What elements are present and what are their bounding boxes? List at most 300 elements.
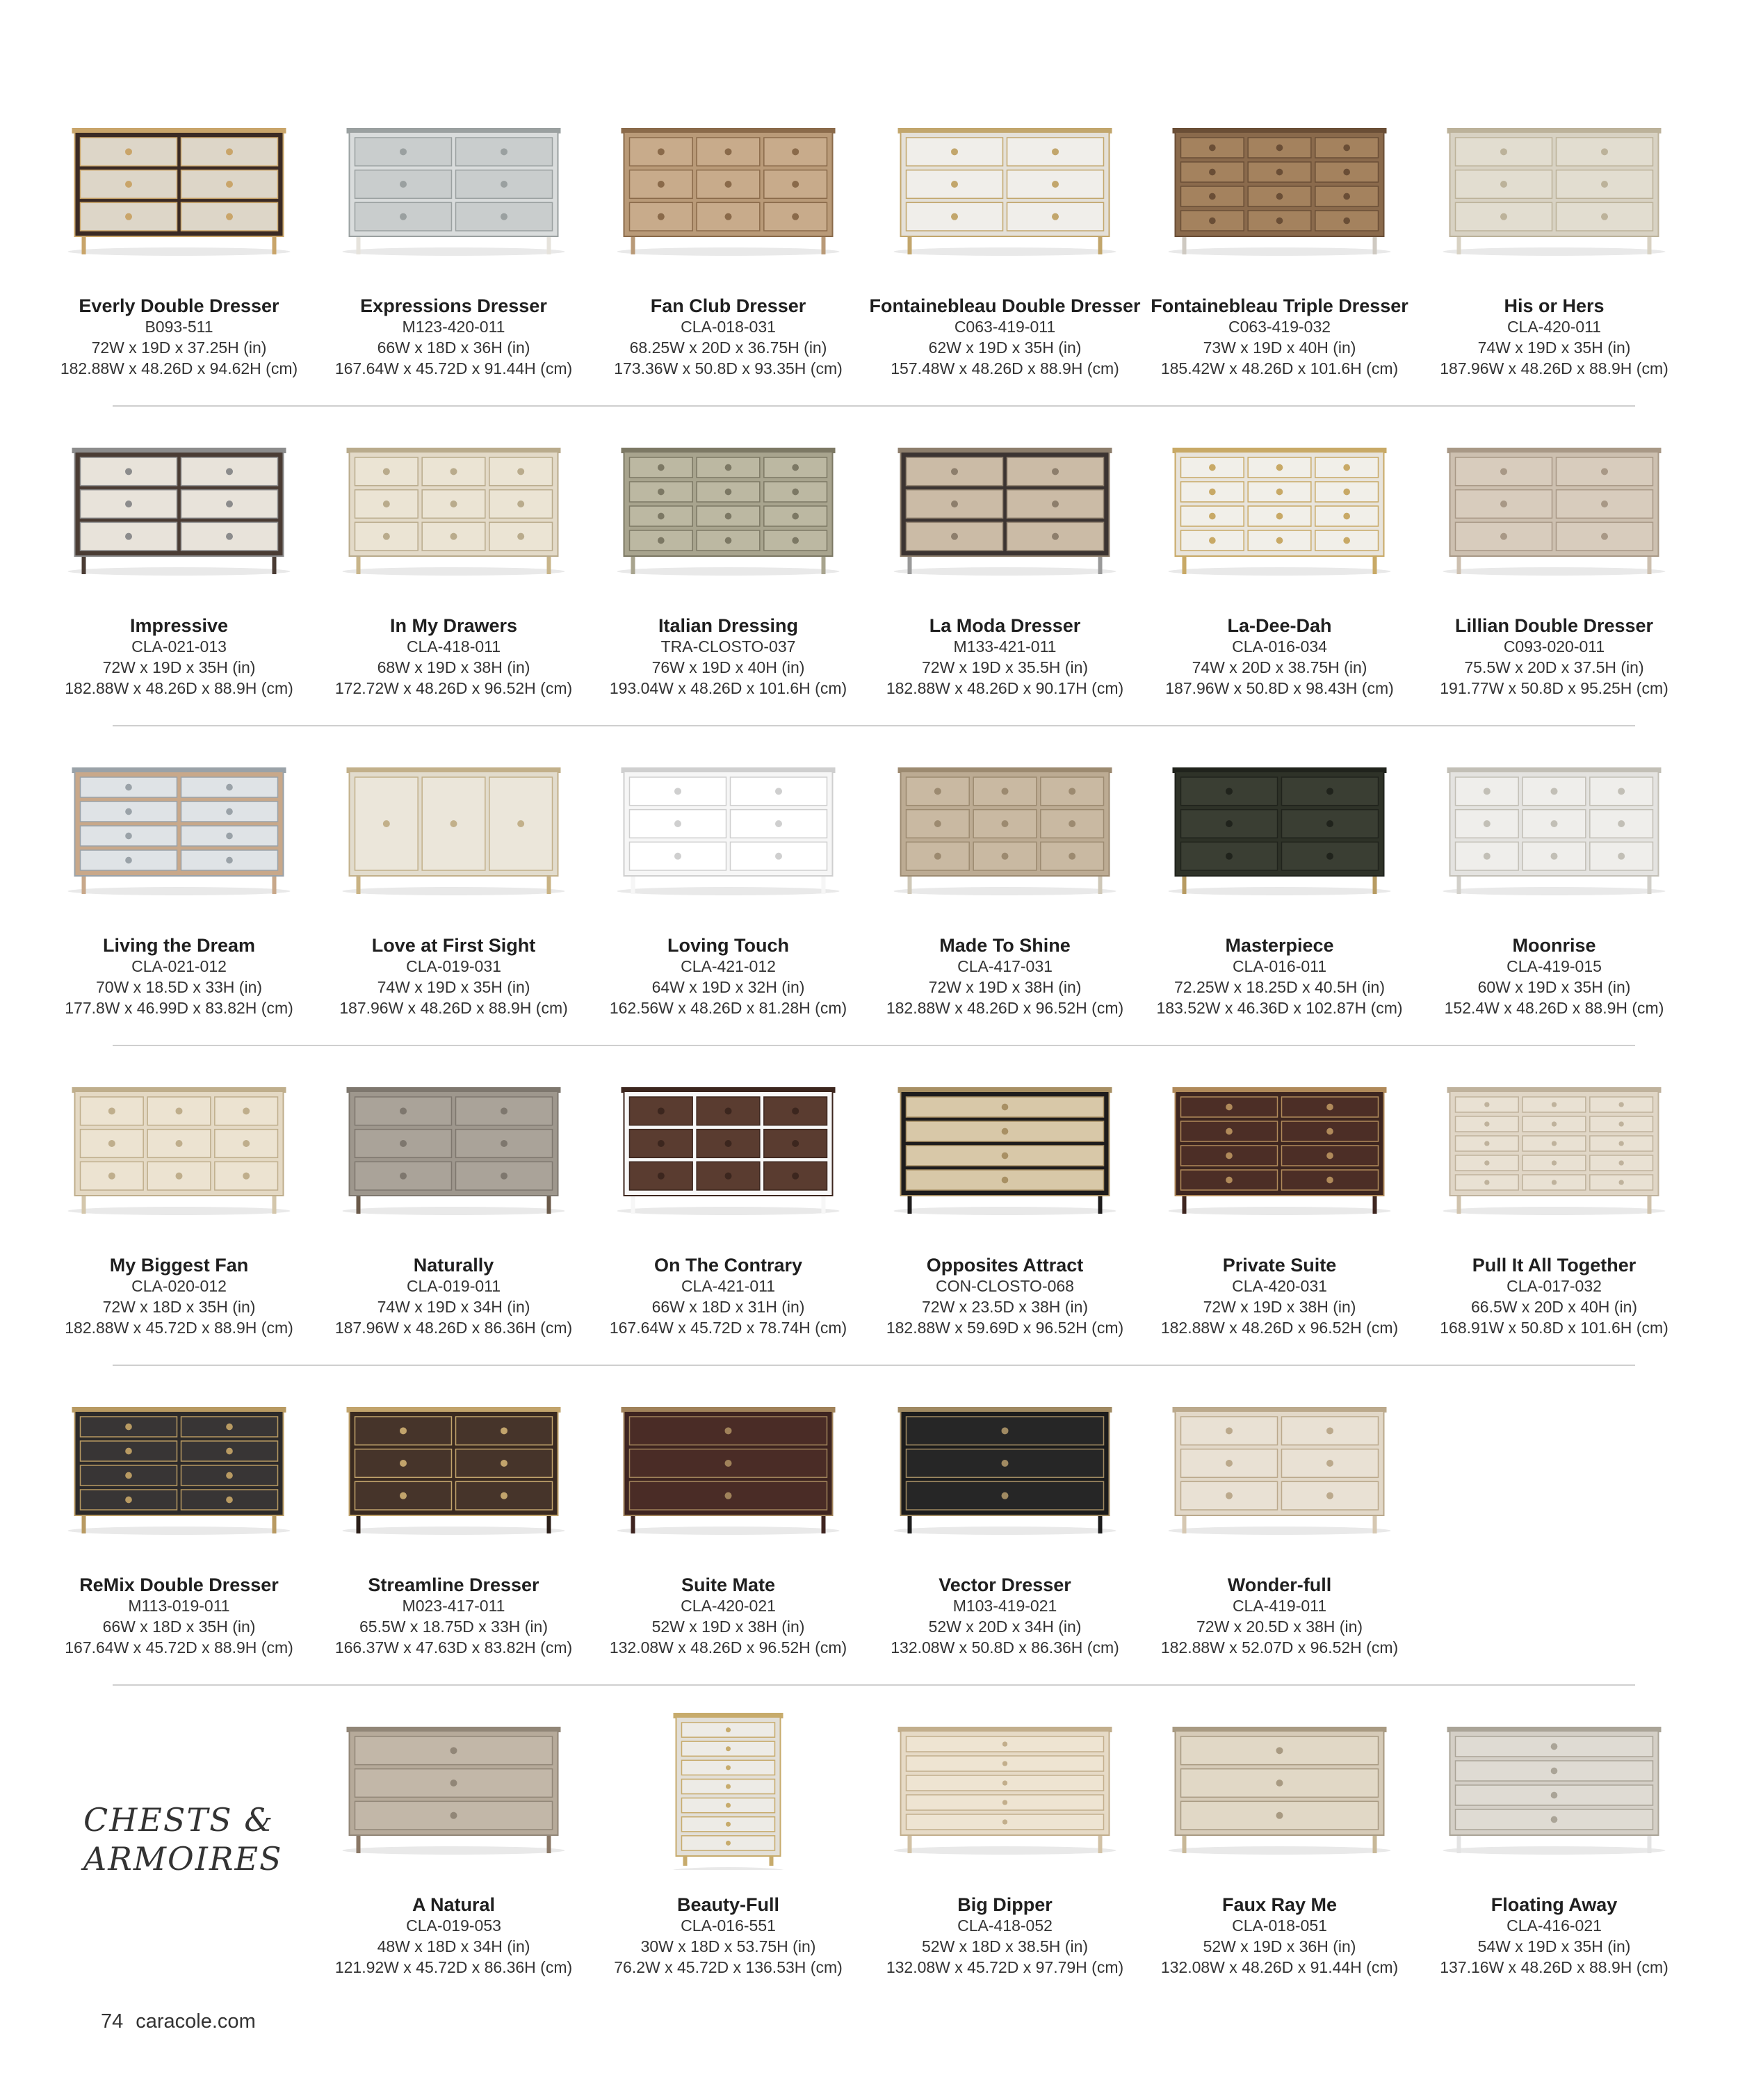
furniture-3-0-pull-2-0 [243,1107,250,1114]
product-dimensions-in: 30W x 18D x 53.75H (in) [640,1937,816,1955]
furniture-0-0-pull-0-0 [125,148,132,155]
product-dimensions-in: 72W x 20.5D x 38H (in) [1196,1618,1363,1636]
product-image[interactable] [591,1710,866,1870]
furniture-0-2-pull-0-2 [658,213,665,220]
furniture-3-4-leg-1 [1373,1196,1377,1214]
product-caption [1417,1255,1691,1338]
furniture-5-1-pull-0-2 [450,1812,457,1819]
furniture-5-5-pull-0-0 [1551,1743,1558,1750]
furniture-3-5-pull-2-0 [1619,1102,1624,1107]
product-caption [1417,1894,1691,1978]
product-name[interactable]: Everly Double Dresser [79,295,279,316]
product-image[interactable] [316,431,591,591]
furniture-0-1-shadow [343,247,565,256]
product-name[interactable]: Opposites Attract [926,1255,1084,1276]
product-sku: TRA-CLOSTO-037 [660,637,796,656]
furniture-3-5-pull-0-1 [1484,1121,1489,1126]
product-sku: CLA-420-011 [1506,318,1602,336]
furniture-5-1-leg-1 [547,1835,551,1853]
furniture-2-4-shadow [1169,887,1391,895]
furniture-1-5-leg-0 [1457,556,1461,574]
furniture-1-0-pull-1-1 [226,500,233,507]
furniture-2-4-pull-0-1 [1226,820,1233,827]
product-name[interactable]: Made To Shine [939,935,1071,956]
furniture-3-5-pull-2-4 [1619,1180,1624,1185]
product-name[interactable]: Private Suite [1222,1255,1337,1276]
furniture-4-0-pull-1-2 [226,1472,233,1479]
furniture-0-3-pull-0-2 [951,213,958,220]
furniture-1-3-pull-0-2 [951,533,958,540]
furniture-5-5-shadow [1443,1846,1666,1855]
section-title-line-2: ARMOIRES [83,1840,283,1878]
product-name[interactable]: His or Hers [1504,295,1605,316]
furniture-5-2-pull-0-1 [726,1746,731,1751]
row-separator [113,725,1635,726]
product-name[interactable]: Impressive [129,615,229,636]
product-caption [316,615,591,699]
product-dimensions-cm: 182.88W x 59.69D x 96.52H (cm) [886,1319,1124,1337]
furniture-0-4-leg-0 [1183,236,1187,254]
furniture-5-2-pull-0-2 [726,1765,731,1770]
product-sku: CLA-018-051 [1232,1916,1327,1935]
furniture-1-3-pull-1-1 [1052,500,1059,507]
furniture-3-5-pull-0-3 [1484,1160,1489,1165]
product-dimensions-cm: 187.96W x 48.26D x 88.9H (cm) [1440,359,1668,377]
furniture-1-4-pull-0-3 [1209,537,1216,544]
row-separator [113,1684,1635,1686]
furniture-2-3-pull-2-2 [1069,853,1075,860]
product-name[interactable]: Floating Away [1491,1894,1618,1915]
furniture-3-5-pull-1-0 [1552,1102,1557,1107]
product-image[interactable] [1142,751,1417,911]
furniture-0-0-leg-1 [273,236,277,254]
product-image[interactable] [868,1390,1142,1550]
product-image[interactable] [868,751,1142,911]
furniture-illustration [868,1071,1142,1230]
furniture-0-0-pull-1-1 [226,181,233,188]
product-name[interactable]: Suite Mate [681,1574,776,1595]
furniture-1-3-leg-0 [908,556,912,574]
furniture-2-5-leg-0 [1457,876,1461,894]
furniture-4-4-pull-0-2 [1226,1492,1233,1499]
furniture-0-2-pull-2-2 [792,213,799,220]
furniture-3-2-pull-2-2 [792,1173,799,1180]
product-name[interactable]: Fontainebleau Double Dresser [869,295,1141,316]
furniture-1-2-pull-1-3 [725,537,732,544]
product-image[interactable] [591,1071,866,1230]
product-caption [1142,935,1417,1018]
furniture-1-4-pull-2-0 [1343,464,1350,471]
furniture-3-5-shadow [1443,1207,1666,1215]
furniture-1-0-shadow [68,567,291,576]
furniture-3-4-pull-0-1 [1226,1128,1233,1135]
furniture-1-2-pull-2-3 [792,537,799,544]
furniture-2-2-pull-0-0 [674,788,681,795]
product-image[interactable] [1142,1710,1417,1870]
furniture-2-2-shadow [617,887,840,895]
product-image[interactable] [42,1390,316,1550]
product-name[interactable]: Big Dipper [957,1894,1053,1915]
furniture-1-2-pull-1-0 [725,464,732,471]
product-dimensions-in: 62W x 19D x 35H (in) [928,339,1082,357]
furniture-3-0-pull-1-0 [176,1107,183,1114]
furniture-4-4-pull-0-0 [1226,1427,1233,1434]
furniture-0-4-pull-1-1 [1276,169,1283,176]
product-sku: CLA-420-031 [1232,1277,1327,1295]
furniture-3-1-pull-0-0 [400,1107,407,1114]
page-number: 74 [101,2010,124,2033]
product-name[interactable]: Faux Ray Me [1221,1894,1338,1915]
furniture-3-2-pull-2-1 [792,1140,799,1147]
furniture-2-0-pull-0-1 [125,808,132,815]
product-caption [1142,1255,1417,1338]
furniture-5-3-pull-0-3 [1002,1800,1007,1805]
furniture-5-3-pull-0-2 [1002,1780,1007,1785]
product-sku: C063-419-032 [1228,318,1331,336]
product-sku: CLA-421-011 [681,1277,776,1295]
furniture-1-1-pull-1-2 [450,533,457,540]
furniture-2-5-pull-2-2 [1618,853,1625,860]
furniture-3-0-pull-2-2 [243,1173,250,1180]
furniture-3-4-pull-0-0 [1226,1104,1233,1111]
furniture-illustration [1417,111,1691,271]
furniture-2-4-leg-0 [1183,876,1187,894]
product-dimensions-cm: 132.08W x 48.26D x 96.52H (cm) [609,1638,847,1657]
furniture-3-5-pull-1-2 [1552,1141,1557,1146]
furniture-3-3-pull-0-2 [1002,1153,1009,1159]
product-name[interactable]: Loving Touch [667,935,789,956]
furniture-0-2-leg-1 [822,236,826,254]
product-image[interactable] [591,751,866,911]
furniture-2-0-shadow [68,887,291,895]
furniture-2-5-pull-0-2 [1484,853,1491,860]
product-image[interactable] [316,1710,591,1870]
furniture-5-2-pull-0-4 [726,1803,731,1808]
furniture-4-1-pull-1-0 [501,1427,507,1434]
product-image[interactable] [1142,1071,1417,1230]
furniture-illustration [591,1390,866,1550]
product-image[interactable] [591,431,866,591]
product-caption [42,295,316,379]
furniture-4-4-pull-1-1 [1326,1460,1333,1467]
product-caption [1142,1894,1417,1978]
product-dimensions-cm: 182.88W x 52.07D x 96.52H (cm) [1160,1638,1399,1657]
product-image[interactable] [1417,431,1691,591]
furniture-4-2-leg-1 [822,1515,826,1533]
product-name[interactable]: On The Contrary [653,1255,803,1276]
product-sku: CLA-019-011 [406,1277,501,1295]
product-name[interactable]: My Biggest Fan [109,1255,249,1276]
product-dimensions-cm: 157.48W x 48.26D x 88.9H (cm) [891,359,1119,377]
furniture-2-1-leg-1 [547,876,551,894]
furniture-5-5-pull-0-3 [1551,1816,1558,1823]
product-sku: CLA-017-032 [1506,1277,1602,1295]
product-name[interactable]: La-Dee-Dah [1227,615,1332,636]
product-dimensions-in: 73W x 19D x 40H (in) [1203,339,1356,357]
product-name[interactable]: ReMix Double Dresser [79,1574,279,1595]
site-url[interactable]: caracole.com [136,2010,256,2033]
furniture-1-1-pull-2-1 [517,500,524,507]
product-sku: CLA-020-012 [131,1277,227,1295]
furniture-1-2-pull-0-1 [658,489,665,496]
product-dimensions-cm: 185.42W x 48.26D x 101.6H (cm) [1160,359,1399,377]
product-image[interactable] [591,1390,866,1550]
product-dimensions-cm: 182.88W x 48.26D x 94.62H (cm) [60,359,298,377]
product-image[interactable] [1417,111,1691,271]
furniture-2-1-pull-2-0 [517,820,524,827]
product-image[interactable] [868,431,1142,591]
product-dimensions-cm: 183.52W x 46.36D x 102.87H (cm) [1156,999,1403,1017]
product-image[interactable] [316,1071,591,1230]
product-caption [42,1255,316,1338]
product-name[interactable]: Love at First Sight [371,935,536,956]
furniture-2-3-pull-1-0 [1002,788,1009,795]
furniture-1-1-pull-2-0 [517,468,524,475]
furniture-1-4-pull-0-2 [1209,513,1216,520]
furniture-3-0-pull-1-1 [176,1140,183,1147]
furniture-4-3-pull-0-2 [1002,1492,1009,1499]
furniture-0-0-leg-0 [82,236,86,254]
furniture-4-0-pull-1-1 [226,1448,233,1455]
product-dimensions-in: 52W x 19D x 36H (in) [1203,1937,1356,1955]
product-dimensions-in: 66W x 18D x 35H (in) [102,1618,256,1636]
furniture-3-1-pull-1-1 [501,1140,507,1147]
product-name[interactable]: Expressions Dresser [360,295,547,316]
product-dimensions-in: 52W x 18D x 38.5H (in) [921,1937,1089,1955]
furniture-illustration [1142,431,1417,591]
furniture-5-4-leg-1 [1373,1835,1377,1853]
product-name[interactable]: In My Drawers [389,615,518,636]
product-image[interactable] [1417,751,1691,911]
product-caption [316,1255,591,1338]
furniture-1-5-shadow [1443,567,1666,576]
furniture-2-2-pull-1-1 [775,820,782,827]
product-image[interactable] [316,751,591,911]
furniture-illustration [1142,751,1417,911]
product-dimensions-in: 52W x 20D x 34H (in) [928,1618,1082,1636]
furniture-4-4-leg-0 [1183,1515,1187,1533]
product-image[interactable] [42,751,316,911]
product-image[interactable] [1142,1390,1417,1550]
product-dimensions-in: 72W x 18D x 35H (in) [102,1298,256,1316]
furniture-illustration [1142,111,1417,271]
furniture-illustration [591,111,866,271]
product-sku: M023-417-011 [402,1597,505,1615]
furniture-0-2-pull-0-1 [658,181,665,188]
product-sku: CLA-016-034 [1232,637,1327,656]
furniture-2-2-leg-0 [631,876,635,894]
product-caption [868,935,1142,1018]
furniture-2-3-pull-0-2 [934,853,941,860]
product-image[interactable] [42,431,316,591]
product-dimensions-in: 72W x 19D x 35.5H (in) [921,658,1089,676]
product-name[interactable]: Fontainebleau Triple Dresser [1151,295,1408,316]
product-row-4 [0,1071,1738,1362]
product-name[interactable]: Italian Dressing [658,615,799,636]
product-dimensions-in: 76W x 19D x 40H (in) [651,658,805,676]
row-separator [113,1365,1635,1366]
product-image[interactable] [1417,1071,1691,1230]
product-caption [591,615,866,699]
product-sku: CLA-016-011 [1232,957,1327,975]
furniture-0-4-pull-0-1 [1209,169,1216,176]
furniture-4-0-pull-0-2 [125,1472,132,1479]
furniture-1-4-pull-0-0 [1209,464,1216,471]
furniture-2-0-pull-0-2 [125,833,132,840]
furniture-2-1-shadow [343,887,565,895]
furniture-0-5-pull-1-1 [1601,181,1608,188]
product-dimensions-cm: 152.4W x 48.26D x 88.9H (cm) [1444,999,1664,1017]
furniture-2-3-pull-2-0 [1069,788,1075,795]
furniture-5-1-pull-0-0 [450,1747,457,1754]
product-name[interactable]: Streamline Dresser [368,1574,539,1595]
product-dimensions-in: 54W x 19D x 35H (in) [1477,1937,1631,1955]
product-name[interactable]: La Moda Dresser [929,615,1081,636]
product-dimensions-cm: 167.64W x 45.72D x 78.74H (cm) [609,1319,847,1337]
furniture-3-3-shadow [894,1207,1116,1215]
product-dimensions-cm: 162.56W x 48.26D x 81.28H (cm) [609,999,847,1017]
furniture-0-3-pull-0-1 [951,181,958,188]
furniture-5-5-leg-0 [1457,1835,1461,1853]
product-sku: M123-420-011 [402,318,505,336]
product-name[interactable]: Moonrise [1512,935,1596,956]
furniture-3-1-pull-0-1 [400,1140,407,1147]
furniture-0-4-pull-2-2 [1343,193,1350,200]
product-caption [591,1574,866,1658]
furniture-5-2-pull-0-3 [726,1784,731,1789]
furniture-2-3-pull-1-1 [1002,820,1009,827]
furniture-3-0-pull-0-2 [108,1173,115,1180]
furniture-4-2-pull-0-0 [725,1427,732,1434]
product-caption [591,295,866,379]
product-image[interactable] [1142,431,1417,591]
product-sku: CLA-420-021 [681,1597,776,1615]
furniture-illustration [591,431,866,591]
product-name[interactable]: Pull It All Together [1472,1255,1637,1276]
product-name[interactable]: Fan Club Dresser [650,295,806,316]
product-image[interactable] [316,1390,591,1550]
furniture-illustration [1417,1071,1691,1230]
furniture-1-4-leg-1 [1373,556,1377,574]
product-dimensions-in: 66.5W x 20D x 40H (in) [1470,1298,1638,1316]
furniture-1-5-pull-1-0 [1601,468,1608,475]
furniture-5-2-pull-0-0 [726,1727,731,1732]
furniture-3-5-pull-2-2 [1619,1141,1624,1146]
furniture-4-0-pull-1-0 [226,1424,233,1431]
product-dimensions-cm: 166.37W x 47.63D x 83.82H (cm) [334,1638,573,1657]
furniture-1-1-pull-1-0 [450,468,457,475]
product-dimensions-cm: 193.04W x 48.26D x 101.6H (cm) [609,679,847,697]
furniture-3-3-pull-0-3 [1002,1177,1009,1184]
furniture-3-2-pull-1-2 [725,1173,732,1180]
furniture-3-5-leg-0 [1457,1196,1461,1214]
product-image[interactable] [1142,111,1417,271]
furniture-illustration [42,111,316,271]
furniture-1-4-pull-0-1 [1209,489,1216,496]
furniture-0-1-leg-1 [547,236,551,254]
product-dimensions-in: 74W x 19D x 34H (in) [377,1298,530,1316]
product-name[interactable]: Beauty-Full [676,1894,779,1915]
furniture-0-4-pull-0-0 [1209,145,1216,152]
furniture-3-0-pull-2-1 [243,1140,250,1147]
product-dimensions-cm: 132.08W x 50.8D x 86.36H (cm) [891,1638,1119,1657]
product-sku: CLA-417-031 [957,957,1053,975]
product-image[interactable] [316,111,591,271]
product-name[interactable]: Masterpiece [1225,935,1334,956]
product-image[interactable] [868,1071,1142,1230]
product-image[interactable] [42,1071,316,1230]
furniture-0-4-pull-2-3 [1343,218,1350,225]
product-caption [868,295,1142,379]
product-caption [1142,1574,1417,1658]
furniture-2-3-leg-0 [908,876,912,894]
furniture-5-4-pull-0-1 [1276,1780,1283,1786]
furniture-4-3-pull-0-1 [1002,1460,1009,1467]
product-name[interactable]: Wonder-full [1227,1574,1332,1595]
furniture-3-1-leg-0 [357,1196,361,1214]
furniture-2-3-pull-2-1 [1069,820,1075,827]
furniture-1-2-shadow [617,567,840,576]
furniture-1-1-leg-0 [357,556,361,574]
product-name[interactable]: Vector Dresser [939,1574,1071,1595]
furniture-3-2-pull-0-1 [658,1140,665,1147]
furniture-1-1-pull-2-2 [517,533,524,540]
furniture-0-4-pull-2-0 [1343,145,1350,152]
furniture-3-0-pull-0-1 [108,1140,115,1147]
product-sku: CLA-019-031 [406,957,501,975]
furniture-1-5-leg-1 [1648,556,1652,574]
product-sku: C063-419-011 [954,318,1056,336]
furniture-2-1-leg-0 [357,876,361,894]
product-name[interactable]: A Natural [412,1894,496,1915]
furniture-4-1-pull-1-1 [501,1460,507,1467]
furniture-3-4-pull-1-2 [1326,1153,1333,1159]
furniture-2-0-leg-0 [82,876,86,894]
furniture-5-3-shadow [894,1846,1116,1855]
product-name[interactable]: Living the Dream [102,935,256,956]
product-image[interactable] [868,111,1142,271]
furniture-3-5-pull-0-4 [1484,1180,1489,1185]
furniture-0-5-leg-1 [1648,236,1652,254]
furniture-4-1-pull-0-0 [400,1427,407,1434]
product-dimensions-cm: 173.36W x 50.8D x 93.35H (cm) [614,359,843,377]
product-name[interactable]: Lillian Double Dresser [1454,615,1654,636]
furniture-4-1-shadow [343,1527,565,1535]
furniture-1-5-pull-0-2 [1500,533,1507,540]
product-image[interactable] [868,1710,1142,1870]
furniture-5-4-shadow [1169,1846,1391,1855]
furniture-4-0-shadow [68,1527,291,1535]
product-caption [42,615,316,699]
furniture-0-2-pull-1-0 [725,148,732,155]
furniture-4-4-leg-1 [1373,1515,1377,1533]
furniture-4-0-leg-1 [273,1515,277,1533]
product-dimensions-cm: 191.77W x 50.8D x 95.25H (cm) [1440,679,1668,697]
product-image[interactable] [591,111,866,271]
furniture-2-5-pull-1-0 [1551,788,1558,795]
furniture-illustration [316,1071,591,1230]
furniture-1-4-leg-0 [1183,556,1187,574]
product-image[interactable] [42,111,316,271]
furniture-illustration [42,751,316,911]
furniture-0-1-pull-1-1 [501,181,507,188]
furniture-0-0-pull-0-2 [125,213,132,220]
furniture-1-4-shadow [1169,567,1391,576]
product-image[interactable] [1417,1710,1691,1870]
furniture-0-1-pull-1-2 [501,213,507,220]
product-dimensions-in: 72W x 19D x 35H (in) [102,658,256,676]
product-name[interactable]: Naturally [413,1255,494,1276]
